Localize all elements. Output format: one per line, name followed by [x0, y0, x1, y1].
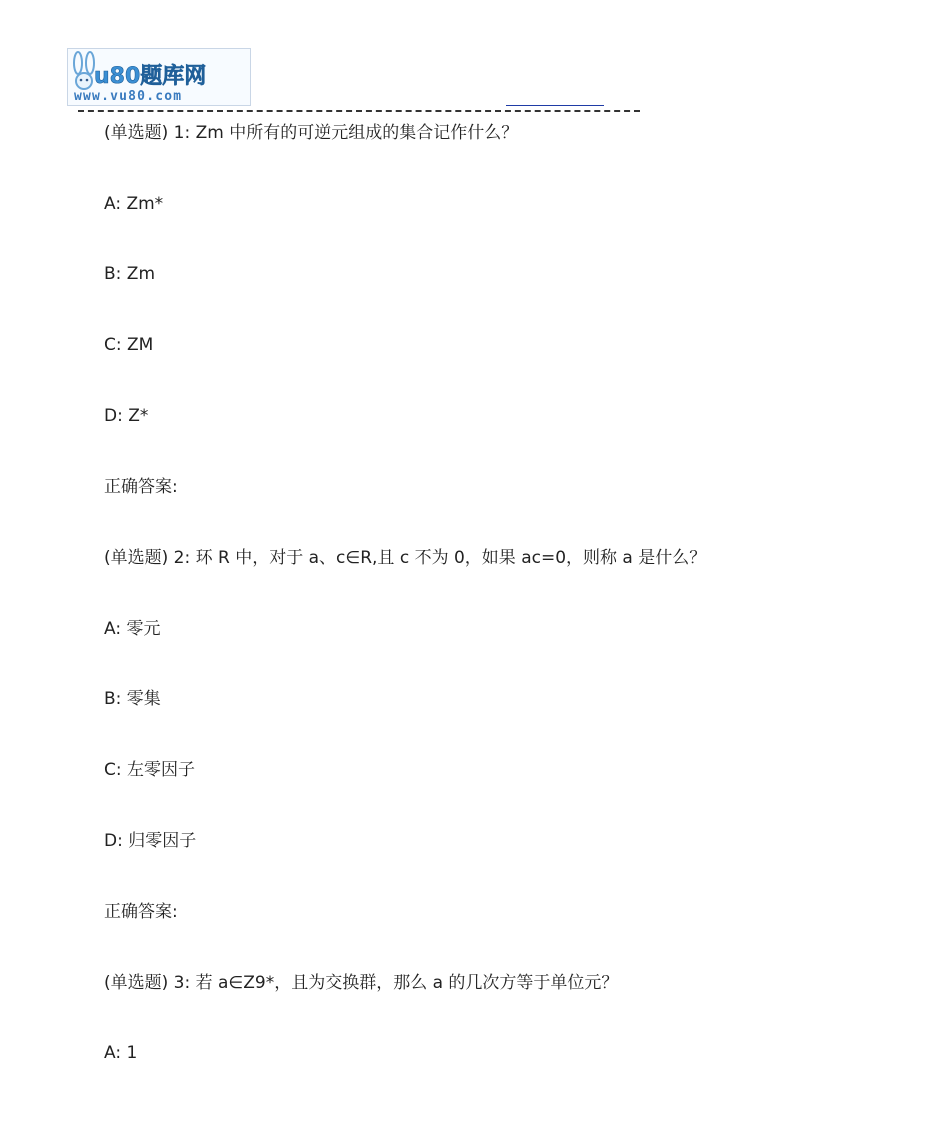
question-1-option-c: C: ZM — [104, 335, 154, 355]
question-2-option-b: B: 零集 — [104, 689, 161, 709]
question-2-prompt: (单选题) 2: 环 R 中，对于 a、c∈R,且 c 不为 0，如果 ac=0，则称 a 是什么？ — [104, 548, 707, 568]
logo-brand-text: u80题库网 — [94, 64, 207, 89]
site-logo[interactable] — [67, 48, 251, 106]
question-3-option-a: A: 1 — [104, 1043, 138, 1063]
question-1-option-b: B: Zm — [104, 264, 155, 284]
question-3-prompt: (单选题) 3: 若 a∈Z9*，且为交换群，那么 a 的几次方等于单位元？ — [104, 973, 619, 993]
question-2-option-d: D: 归零因子 — [104, 831, 197, 851]
question-1-prompt: (单选题) 1: Zm 中所有的可逆元组成的集合记作什么？ — [104, 123, 519, 143]
question-2-option-a: A: 零元 — [104, 619, 161, 639]
question-1-option-d: D: Z* — [104, 406, 149, 426]
question-2-answer-label: 正确答案: — [104, 902, 178, 922]
rabbit-icon — [74, 52, 94, 89]
logo-graphic — [68, 49, 250, 105]
question-1-answer-label: 正确答案: — [104, 477, 178, 497]
question-2-option-c: C: 左零因子 — [104, 760, 196, 780]
header-link-underline[interactable] — [506, 105, 604, 106]
question-1-option-a: A: Zm* — [104, 194, 164, 214]
separator-dashed-line — [78, 110, 640, 112]
logo-url-text: www.vu80.com — [74, 89, 183, 104]
